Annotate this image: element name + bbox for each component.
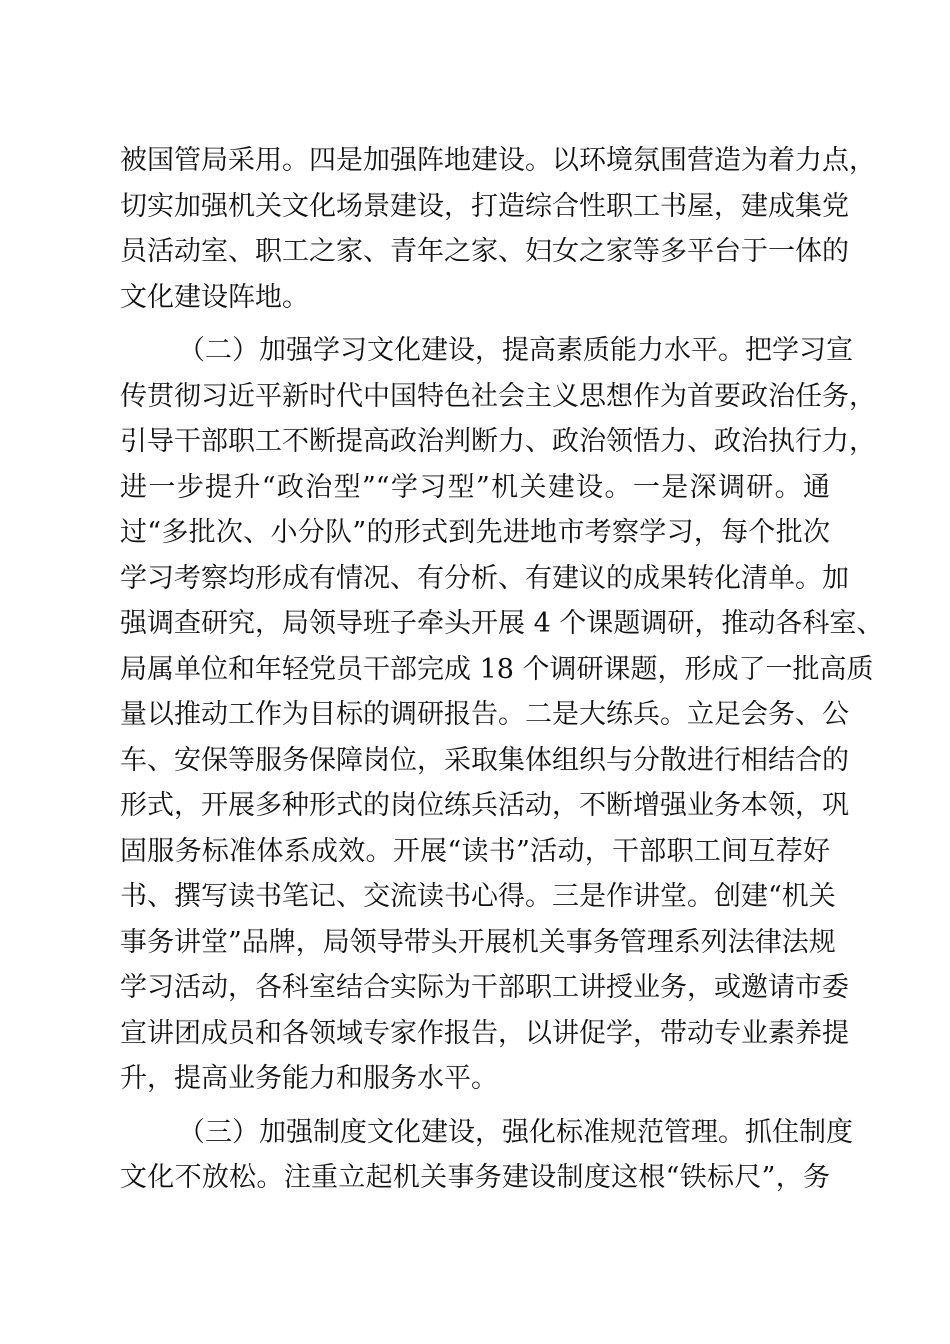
text-line: 固服务标准体系成效。开展“读书”活动，干部职工间互荐好	[120, 835, 830, 867]
section-heading-line: （三）加强制度文化建设，强化标准规范管理。抓住制度	[178, 1116, 853, 1148]
text-line: 学习活动，各科室结合实际为干部职工讲授业务，或邀请市委	[120, 972, 849, 1003]
paragraph-learning-culture	[120, 328, 884, 1102]
text-line: 局属单位和年轻党员干部完成 18 个调研课题，形成了一批高质	[120, 653, 874, 685]
section-heading-line: （二）加强学习文化建设，提高素质能力水平。把学习宣	[178, 335, 853, 366]
text-line: 员活动室、职工之家、青年之家、妇女之家等多平台于一体的	[120, 236, 849, 267]
text-line: 宣讲团成员和各领域专家作报告，以讲促学，带动专业素养提	[120, 1017, 849, 1049]
text-line: 引导干部职工不断提高政治判断力、政治领悟力、政治执行力，	[120, 426, 876, 457]
text-line: 进一步提升“政治型”“学习型”机关建设。一是深调研。通	[120, 471, 830, 503]
text-line: 切实加强机关文化场景建设，打造综合性职工书屋，建成集党	[120, 190, 849, 222]
text-line: 过“多批次、小分队”的形式到先进地市考察学习，每个批次	[120, 517, 830, 548]
text-line: 文化不放松。注重立起机关事务建设制度这根“铁标尺”，务	[120, 1162, 830, 1193]
text-line: 事务讲堂”品牌，局领导带头开展机关事务管理系列法律法规	[120, 926, 836, 958]
paragraph-institutional-culture	[120, 1110, 853, 1201]
text-line: 书、撰写读书笔记、交流读书心得。三是作讲堂。创建“机关	[120, 881, 836, 912]
text-line: 学习考察均形成有情况、有分析、有建议的成果转化清单。加	[120, 562, 849, 594]
text-line: 强调查研究，局领导班子牵头开展 4 个课题调研，推动各科室、	[120, 608, 884, 639]
text-line: 形式，开展多种形式的岗位练兵活动，不断增强业务本领，巩	[120, 790, 849, 821]
paragraph-venue-building	[120, 138, 876, 320]
text-line: 车、安保等服务保障岗位，采取集体组织与分散进行相结合的	[120, 744, 849, 776]
text-line: 文化建设阵地。	[120, 281, 309, 313]
text-line: 量以推动工作为目标的调研报告。二是大练兵。立足会务、公	[120, 699, 849, 730]
text-line: 被国管局采用。四是加强阵地建设。以环境氛围营造为着力点，	[120, 145, 876, 176]
document-body	[120, 138, 884, 1201]
text-line: 升，提高业务能力和服务水平。	[120, 1063, 498, 1094]
text-line: 传贯彻习近平新时代中国特色社会主义思想作为首要政治任务，	[120, 380, 876, 412]
